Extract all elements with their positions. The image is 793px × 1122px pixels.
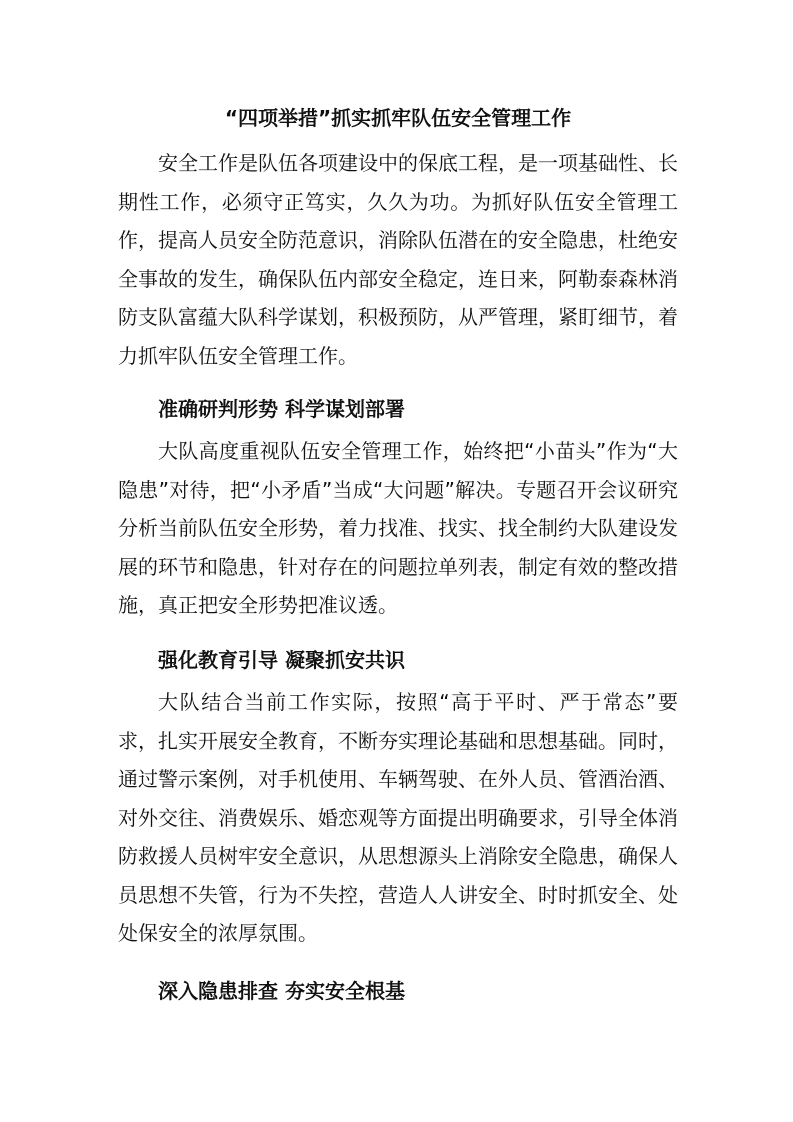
section-1-heading: 准确研判形势 科学谋划部署	[158, 397, 405, 421]
intro-paragraph: 安全工作是队伍各项建设中的保底工程，是一项基础性、长期性工作，必须守正笃实，久久为功。为抓好队伍安全管理工作，提高人员安全防范意识，消除队伍潜在的安全隐患，杜绝安全事故的发生，确保队伍内部安全稳定，连日来，阿勒泰森林消防支队富蕴大队科学谋划，积极预防，从严管理，紧盯细节，着力抓牢队伍安全管理工作。	[118, 151, 678, 368]
document-title: “四项举措”抓实抓牢队伍安全管理工作	[224, 106, 572, 130]
section-2-heading: 强化教育引导 凝聚抓安共识	[158, 648, 405, 672]
section-3-heading: 深入隐患排查 夯实安全根基	[158, 979, 405, 1003]
section-2-paragraph: 大队结合当前工作实际，按照“高于平时、严于常态”要求，扎实开展安全教育，不断夯实理论基础和思想基础。同时，通过警示案例，对手机使用、车辆驾驶、在外人员、管酒治酒、对外交往、消费娱乐、婚恋观等方面提出明确要求，引导全体消防救援人员树牢安全意识，从思想源头上消除安全隐患，确保人员思想不失管，行为不失控，营造人人讲安全、时时抓安全、处处保安全的浓厚氛围。	[118, 690, 678, 945]
section-1-paragraph: 大队高度重视队伍安全管理工作，始终把“小苗头”作为“大隐患”对待，把“小矛盾”当成“大问题”解决。专题召开会议研究分析当前队伍安全形势，着力找准、找实、找全制约大队建设发展的环节和隐患，针对存在的问题拉单列表，制定有效的整改措施，真正把安全形势把准议透。	[118, 439, 678, 617]
